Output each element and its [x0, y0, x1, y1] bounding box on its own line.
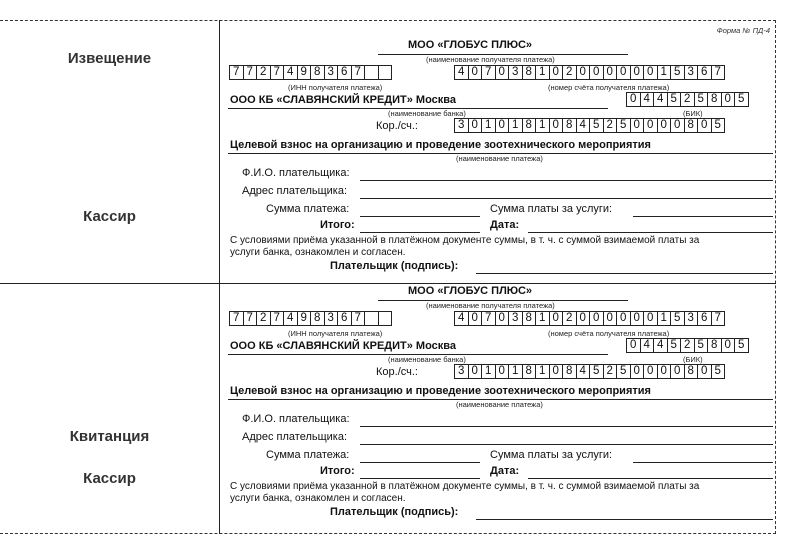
fee-label: Сумма платы за услуги: — [490, 203, 613, 215]
digit-cell[interactable]: 0 — [604, 65, 618, 80]
signature-label: Плательщик (подпись): — [330, 260, 459, 272]
digit-cell[interactable]: 0 — [496, 65, 510, 80]
digit-cell[interactable]: 0 — [658, 118, 672, 133]
digit-cell[interactable]: 2 — [604, 118, 618, 133]
digit-cell[interactable]: 4 — [641, 92, 655, 107]
digit-cell[interactable]: 0 — [722, 92, 736, 107]
terms-text-2: услуги банка, ознакомлен и согласен. — [230, 247, 406, 258]
digit-cell[interactable]: 5 — [617, 118, 631, 133]
digit-cell[interactable]: 3 — [455, 364, 469, 379]
digit-cell[interactable]: 8 — [523, 118, 537, 133]
digit-cell[interactable]: 0 — [496, 118, 510, 133]
digit-cell[interactable]: 0 — [550, 65, 564, 80]
date-label: Дата: — [490, 219, 520, 231]
digit-cell[interactable]: 4 — [577, 364, 591, 379]
digit-cell[interactable]: 3 — [509, 65, 523, 80]
payment-purpose: Целевой взнос на организацию и проведение зоотехнического мероприятия — [230, 139, 651, 151]
digit-cell[interactable]: 8 — [708, 92, 722, 107]
terms-text-2: услуги банка, ознакомлен и согласен. — [230, 493, 406, 504]
digit-cell[interactable]: 5 — [590, 118, 604, 133]
digit-cell[interactable]: 1 — [509, 118, 523, 133]
digit-cell[interactable]: 8 — [685, 118, 699, 133]
date-field[interactable] — [528, 232, 773, 233]
digit-cell[interactable]: 4 — [654, 338, 668, 353]
purpose-caption: (наименование платежа) — [456, 154, 543, 163]
digit-cell[interactable]: 2 — [563, 311, 577, 326]
digit-cell[interactable]: 0 — [671, 364, 685, 379]
digit-cell[interactable]: 0 — [550, 364, 564, 379]
payer-name-field[interactable] — [360, 426, 773, 427]
digit-cell[interactable]: 8 — [523, 311, 537, 326]
digit-cell[interactable]: 7 — [271, 65, 285, 80]
digit-cell[interactable]: 5 — [671, 311, 685, 326]
digit-cell[interactable] — [379, 311, 393, 326]
digit-cell[interactable]: 0 — [698, 364, 712, 379]
digit-cell[interactable]: 0 — [644, 364, 658, 379]
digit-cell[interactable]: 0 — [590, 311, 604, 326]
account-caption: (номер счёта получателя платежа) — [548, 83, 670, 92]
digit-cell[interactable]: 0 — [496, 364, 510, 379]
digit-cell[interactable]: 0 — [496, 311, 510, 326]
notice-section — [228, 22, 773, 277]
digit-cell[interactable]: 1 — [658, 65, 672, 80]
digit-cell[interactable]: 4 — [455, 311, 469, 326]
digit-cell[interactable]: 8 — [311, 311, 325, 326]
amount-label: Сумма платежа: — [266, 203, 350, 215]
digit-cell[interactable]: 2 — [563, 65, 577, 80]
digit-cell[interactable]: 3 — [325, 311, 339, 326]
digit-cell[interactable]: 0 — [469, 118, 483, 133]
digit-cell[interactable]: 5 — [712, 118, 726, 133]
digit-cell[interactable]: 0 — [627, 338, 641, 353]
digit-cell[interactable]: 5 — [671, 65, 685, 80]
digit-cell[interactable]: 7 — [352, 65, 366, 80]
digit-cell[interactable]: 0 — [658, 364, 672, 379]
digit-cell[interactable]: 0 — [550, 118, 564, 133]
vertical-divider — [219, 20, 220, 534]
payer-address-field[interactable] — [360, 444, 773, 445]
payer-name-label: Ф.И.О. плательщика: — [242, 167, 350, 179]
digit-cell[interactable]: 0 — [469, 364, 483, 379]
digit-cell[interactable]: 2 — [681, 92, 695, 107]
digit-cell[interactable]: 7 — [244, 65, 258, 80]
recipient-name: МОО «ГЛОБУС ПЛЮС» — [408, 39, 533, 51]
digit-cell[interactable]: 8 — [563, 118, 577, 133]
digit-cell[interactable]: 7 — [244, 311, 258, 326]
digit-cell[interactable]: 0 — [631, 65, 645, 80]
bik-cells[interactable] — [626, 92, 749, 107]
digit-cell[interactable]: 2 — [681, 338, 695, 353]
digit-cell[interactable]: 0 — [644, 118, 658, 133]
digit-cell[interactable]: 1 — [536, 311, 550, 326]
digit-cell[interactable]: 5 — [668, 92, 682, 107]
digit-cell[interactable]: 6 — [338, 65, 352, 80]
bank-caption: (наименование банка) — [388, 355, 466, 364]
digit-cell[interactable]: 8 — [523, 364, 537, 379]
digit-cell[interactable]: 0 — [617, 311, 631, 326]
total-label: Итого: — [320, 219, 355, 231]
digit-cell[interactable]: 7 — [482, 65, 496, 80]
digit-cell[interactable]: 0 — [722, 338, 736, 353]
digit-cell[interactable]: 6 — [698, 65, 712, 80]
digit-cell[interactable]: 1 — [482, 364, 496, 379]
digit-cell[interactable]: 5 — [617, 364, 631, 379]
digit-cell[interactable]: 0 — [604, 311, 618, 326]
digit-cell[interactable]: 1 — [658, 311, 672, 326]
notice-title: Извещение — [67, 50, 152, 67]
account-cells[interactable] — [454, 65, 725, 80]
digit-cell[interactable]: 5 — [735, 338, 749, 353]
recipient-caption: (наименование получателя платежа) — [426, 301, 555, 310]
digit-cell[interactable]: 6 — [338, 311, 352, 326]
digit-cell[interactable]: 5 — [695, 338, 709, 353]
amount-label: Сумма платежа: — [266, 449, 350, 461]
digit-cell[interactable]: 1 — [536, 118, 550, 133]
payer-address-label: Адрес плательщика: — [242, 185, 348, 197]
digit-cell[interactable]: 1 — [482, 118, 496, 133]
corr-cells[interactable] — [454, 118, 725, 133]
fee-field[interactable] — [633, 216, 773, 217]
digit-cell[interactable]: 2 — [257, 65, 271, 80]
purpose-caption: (наименование платежа) — [456, 400, 543, 409]
total-field[interactable] — [360, 478, 480, 479]
recipient-caption: (наименование получателя платежа) — [426, 55, 555, 64]
digit-cell[interactable]: 4 — [577, 118, 591, 133]
digit-cell[interactable]: 2 — [257, 311, 271, 326]
digit-cell[interactable]: 0 — [550, 311, 564, 326]
digit-cell[interactable]: 3 — [685, 65, 699, 80]
inn-caption: (ИНН получателя платежа) — [288, 329, 383, 338]
digit-cell[interactable]: 7 — [271, 311, 285, 326]
corr-cells[interactable] — [454, 364, 725, 379]
bik-caption: (БИК) — [683, 355, 703, 364]
digit-cell[interactable]: 2 — [604, 364, 618, 379]
digit-cell[interactable]: 8 — [311, 65, 325, 80]
digit-cell[interactable] — [379, 65, 393, 80]
digit-cell[interactable]: 1 — [509, 364, 523, 379]
digit-cell[interactable] — [365, 65, 379, 80]
inn-caption: (ИНН получателя платежа) — [288, 83, 383, 92]
digit-cell[interactable]: 4 — [284, 65, 298, 80]
terms-text: С условиями приёма указанной в платёжном документе суммы, в т. ч. с суммой взимаемой платы за — [230, 235, 700, 246]
digit-cell[interactable] — [365, 311, 379, 326]
digit-cell[interactable]: 0 — [617, 65, 631, 80]
digit-cell[interactable]: 0 — [469, 65, 483, 80]
fee-label: Сумма платы за услуги: — [490, 449, 613, 461]
fee-field[interactable] — [633, 462, 773, 463]
digit-cell[interactable]: 8 — [685, 364, 699, 379]
digit-cell[interactable]: 5 — [712, 364, 726, 379]
digit-cell[interactable]: 7 — [352, 311, 366, 326]
digit-cell[interactable]: 7 — [712, 65, 726, 80]
digit-cell[interactable]: 5 — [668, 338, 682, 353]
bik-caption: (БИК) — [683, 109, 703, 118]
bank-name: ООО КБ «СЛАВЯНСКИЙ КРЕДИТ» Москва — [230, 94, 457, 106]
digit-cell[interactable]: 8 — [523, 65, 537, 80]
receipt-title: Квитанция — [69, 428, 150, 445]
digit-cell[interactable]: 3 — [509, 311, 523, 326]
digit-cell[interactable]: 1 — [536, 65, 550, 80]
digit-cell[interactable]: 0 — [631, 118, 645, 133]
digit-cell[interactable]: 0 — [644, 65, 658, 80]
amount-field[interactable] — [360, 462, 480, 463]
digit-cell[interactable]: 9 — [298, 311, 312, 326]
digit-cell[interactable]: 0 — [644, 311, 658, 326]
digit-cell[interactable]: 0 — [631, 311, 645, 326]
digit-cell[interactable]: 0 — [627, 92, 641, 107]
bik-cells[interactable] — [626, 338, 749, 353]
digit-cell[interactable]: 4 — [284, 311, 298, 326]
digit-cell[interactable]: 0 — [671, 118, 685, 133]
digit-cell[interactable]: 1 — [536, 364, 550, 379]
account-cells[interactable] — [454, 311, 725, 326]
signature-label: Плательщик (подпись): — [330, 506, 459, 518]
digit-cell[interactable]: 7 — [712, 311, 726, 326]
digit-cell[interactable]: 7 — [230, 311, 244, 326]
payer-address-field[interactable] — [360, 198, 773, 199]
bank-caption: (наименование банка) — [388, 109, 466, 118]
digit-cell[interactable]: 4 — [654, 92, 668, 107]
digit-cell[interactable]: 0 — [631, 364, 645, 379]
payer-name-label: Ф.И.О. плательщика: — [242, 413, 350, 425]
corr-label: Кор./сч.: — [376, 366, 418, 378]
date-label: Дата: — [490, 465, 520, 477]
digit-cell[interactable]: 9 — [298, 65, 312, 80]
receipt-section — [228, 268, 773, 523]
total-field[interactable] — [360, 232, 480, 233]
bank-name: ООО КБ «СЛАВЯНСКИЙ КРЕДИТ» Москва — [230, 340, 457, 352]
recipient-name: МОО «ГЛОБУС ПЛЮС» — [408, 285, 533, 297]
digit-cell[interactable]: 0 — [590, 65, 604, 80]
payment-purpose: Целевой взнос на организацию и проведение зоотехнического мероприятия — [230, 385, 651, 397]
digit-cell[interactable]: 7 — [230, 65, 244, 80]
amount-field[interactable] — [360, 216, 480, 217]
payer-address-label: Адрес плательщика: — [242, 431, 348, 443]
digit-cell[interactable]: 7 — [482, 311, 496, 326]
digit-cell[interactable]: 3 — [455, 118, 469, 133]
digit-cell[interactable]: 4 — [455, 65, 469, 80]
digit-cell[interactable]: 5 — [735, 92, 749, 107]
digit-cell[interactable]: 0 — [698, 118, 712, 133]
digit-cell[interactable]: 4 — [641, 338, 655, 353]
account-caption: (номер счёта получателя платежа) — [548, 329, 670, 338]
notice-cashier: Кассир — [83, 208, 136, 225]
digit-cell[interactable]: 0 — [469, 311, 483, 326]
signature-field[interactable] — [476, 519, 773, 520]
digit-cell[interactable]: 8 — [563, 364, 577, 379]
inn-cells[interactable] — [229, 65, 392, 80]
total-label: Итого: — [320, 465, 355, 477]
terms-text: С условиями приёма указанной в платёжном документе суммы, в т. ч. с суммой взимаемой платы за — [230, 481, 700, 492]
payer-name-field[interactable] — [360, 180, 773, 181]
digit-cell[interactable]: 3 — [685, 311, 699, 326]
digit-cell[interactable]: 8 — [708, 338, 722, 353]
inn-cells[interactable] — [229, 311, 392, 326]
date-field[interactable] — [528, 478, 773, 479]
digit-cell[interactable]: 3 — [325, 65, 339, 80]
digit-cell[interactable]: 5 — [590, 364, 604, 379]
form-code: Форма № ПД-4 — [716, 26, 770, 35]
digit-cell[interactable]: 5 — [695, 92, 709, 107]
receipt-cashier: Кассир — [83, 470, 136, 487]
digit-cell[interactable]: 6 — [698, 311, 712, 326]
digit-cell[interactable]: 0 — [577, 311, 591, 326]
digit-cell[interactable]: 0 — [577, 65, 591, 80]
corr-label: Кор./сч.: — [376, 120, 418, 132]
